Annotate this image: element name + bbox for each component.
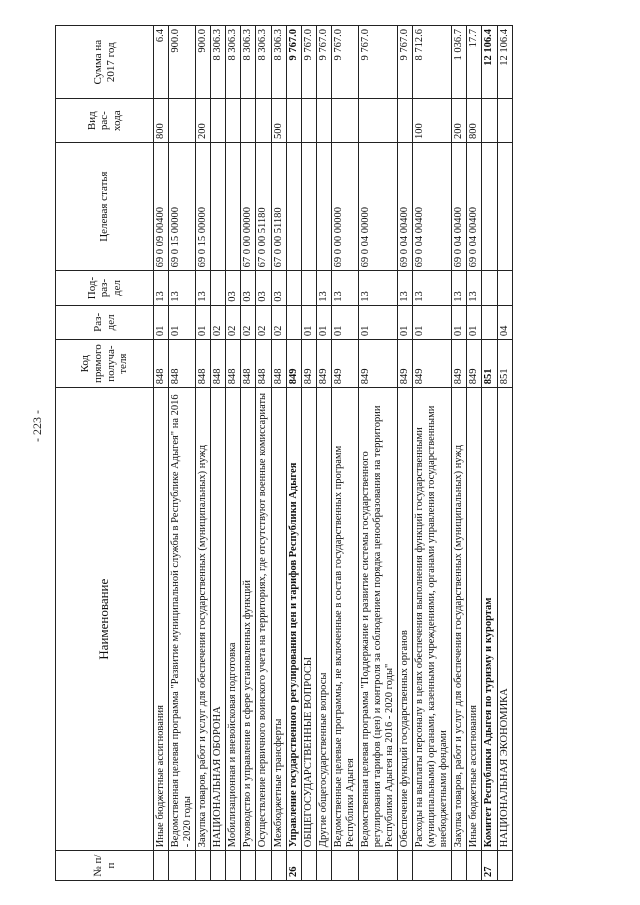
table-header	[56, 26, 154, 881]
cell-type: 200	[452, 99, 467, 143]
cell-name: Управление государственного регулирования цен и тарифов Республики Адыгея	[286, 388, 301, 851]
cell-num	[316, 851, 331, 881]
cell-subsection: 13	[331, 271, 358, 305]
cell-subsection: 13	[398, 271, 413, 305]
cell-subsection	[286, 271, 301, 305]
table-row	[211, 26, 226, 881]
cell-type	[226, 99, 241, 143]
budget-table	[55, 25, 513, 881]
cell-subsection: 03	[256, 271, 271, 305]
cell-target	[482, 142, 497, 270]
cell-sum: 9 767.0	[398, 26, 413, 99]
cell-num	[169, 851, 196, 881]
cell-target	[497, 142, 512, 270]
cell-name: Комитет Республики Адыгея по туризму и курортам	[482, 388, 497, 851]
cell-code: 848	[196, 340, 211, 388]
table-row	[256, 26, 271, 881]
cell-subsection: 03	[271, 271, 286, 305]
cell-num	[331, 851, 358, 881]
cell-subsection: 13	[358, 271, 397, 305]
cell-num	[196, 851, 211, 881]
cell-target: 69 0 09 00400	[154, 142, 169, 270]
cell-type	[482, 99, 497, 143]
cell-code: 848	[226, 340, 241, 388]
cell-section: 01	[301, 305, 316, 339]
cell-code: 849	[286, 340, 301, 388]
table-row	[316, 26, 331, 881]
cell-target: 67 0 00 51180	[271, 142, 286, 270]
cell-section: 02	[226, 305, 241, 339]
page-number: - 223 -	[30, 410, 44, 442]
cell-target: 69 0 04 00400	[413, 142, 452, 270]
table-row	[452, 26, 467, 881]
cell-target	[316, 142, 331, 270]
cell-sum: 8 306.3	[211, 26, 226, 99]
cell-code: 849	[301, 340, 316, 388]
table-row	[413, 26, 452, 881]
table-row	[301, 26, 316, 881]
cell-sum: 9 767.0	[286, 26, 301, 99]
table-row	[271, 26, 286, 881]
cell-target	[286, 142, 301, 270]
cell-name: Ведомственная целевая программа "Развитие муниципальной службы в Республике Адыгея" на 2016 - 2020 годы	[169, 388, 196, 851]
cell-name: Ведомственные целевые программы, не включенные в состав государственных программ Республики Адыгея	[331, 388, 358, 851]
header-target: Целевая статья	[56, 142, 154, 270]
cell-code: 849	[331, 340, 358, 388]
table-row	[467, 26, 482, 881]
cell-section: 01	[413, 305, 452, 339]
cell-num	[497, 851, 512, 881]
cell-code: 849	[316, 340, 331, 388]
cell-sum: 1 036.7	[452, 26, 467, 99]
cell-section: 04	[497, 305, 512, 339]
table-row	[358, 26, 397, 881]
cell-num	[452, 851, 467, 881]
cell-name: Ведомственная целевая программа "Поддержание и развитие системы государственного регулирования тарифов (цен) и контроля за соблюдением порядка ценообразования на территории Республики Адыгея на 2016 - 2020 годы"	[358, 388, 397, 851]
cell-num	[358, 851, 397, 881]
cell-type	[286, 99, 301, 143]
header-subsection: Под-раз-дел	[56, 271, 154, 305]
cell-target	[301, 142, 316, 270]
cell-subsection	[497, 271, 512, 305]
cell-subsection: 03	[226, 271, 241, 305]
header-code: Код прямого получа-теля	[56, 340, 154, 388]
cell-section: 02	[256, 305, 271, 339]
table-row	[482, 26, 497, 881]
cell-num: 26	[286, 851, 301, 881]
cell-sum: 900.0	[169, 26, 196, 99]
cell-code: 849	[358, 340, 397, 388]
cell-name: Мобилизационная и вневойсковая подготовка	[226, 388, 241, 851]
cell-sum: 8 306.3	[271, 26, 286, 99]
header-name: Наименование	[56, 388, 154, 851]
cell-sum: 9 767.0	[301, 26, 316, 99]
cell-subsection: 13	[413, 271, 452, 305]
cell-code: 849	[398, 340, 413, 388]
cell-code: 848	[169, 340, 196, 388]
cell-name: Закупка товаров, работ и услуг для обеспечения государственных (муниципальных) нужд	[452, 388, 467, 851]
cell-code: 848	[241, 340, 256, 388]
cell-sum: 8 306.3	[256, 26, 271, 99]
budget-table-rotated	[55, 25, 573, 881]
cell-section	[286, 305, 301, 339]
cell-target: 67 0 00 00000	[241, 142, 256, 270]
cell-sum: 12 106.4	[482, 26, 497, 99]
cell-section: 01	[196, 305, 211, 339]
cell-num	[467, 851, 482, 881]
cell-name: Обеспечение функций государственных органов	[398, 388, 413, 851]
cell-target: 69 0 15 00000	[169, 142, 196, 270]
cell-sum: 8 306.3	[241, 26, 256, 99]
cell-type	[241, 99, 256, 143]
cell-code: 851	[482, 340, 497, 388]
cell-name: Иные бюджетные ассигнования	[154, 388, 169, 851]
table-row	[241, 26, 256, 881]
cell-type	[301, 99, 316, 143]
cell-num	[226, 851, 241, 881]
cell-type	[211, 99, 226, 143]
table-row	[286, 26, 301, 881]
cell-target: 69 0 04 00400	[398, 142, 413, 270]
cell-subsection	[211, 271, 226, 305]
cell-type	[169, 99, 196, 143]
cell-type	[398, 99, 413, 143]
cell-num	[413, 851, 452, 881]
cell-target: 67 0 00 51180	[256, 142, 271, 270]
cell-name: НАЦИОНАЛЬНАЯ ЭКОНОМИКА	[497, 388, 512, 851]
cell-name: Закупка товаров, работ и услуг для обеспечения государственных (муниципальных) нужд	[196, 388, 211, 851]
cell-num: 27	[482, 851, 497, 881]
cell-section: 01	[452, 305, 467, 339]
header-section: Раз-дел	[56, 305, 154, 339]
table-row	[169, 26, 196, 881]
cell-type	[358, 99, 397, 143]
cell-sum: 12 106.4	[497, 26, 512, 99]
table-row	[154, 26, 169, 881]
cell-type	[316, 99, 331, 143]
cell-name: Другие общегосударственные вопросы	[316, 388, 331, 851]
cell-section: 02	[241, 305, 256, 339]
cell-name: Межбюджетные трансферты	[271, 388, 286, 851]
cell-type	[256, 99, 271, 143]
cell-target	[226, 142, 241, 270]
cell-target: 69 0 15 00000	[196, 142, 211, 270]
cell-num	[256, 851, 271, 881]
cell-num	[241, 851, 256, 881]
cell-type	[497, 99, 512, 143]
cell-subsection: 13	[154, 271, 169, 305]
cell-name: Осуществление первичного воинского учета на территориях, где отсутствуют военные комиссариаты	[256, 388, 271, 851]
cell-sum: 9 767.0	[358, 26, 397, 99]
cell-subsection: 13	[467, 271, 482, 305]
cell-code: 849	[452, 340, 467, 388]
cell-section: 02	[271, 305, 286, 339]
cell-type: 800	[154, 99, 169, 143]
table-row	[226, 26, 241, 881]
table-row	[196, 26, 211, 881]
table-row	[398, 26, 413, 881]
cell-type: 500	[271, 99, 286, 143]
cell-subsection: 13	[316, 271, 331, 305]
cell-num	[271, 851, 286, 881]
cell-section: 01	[358, 305, 397, 339]
cell-name: Расходы на выплаты персоналу в целях обеспечения выполнения функций государственными (муниципальными) органами, казенными учреждениями, органами управления государственными внебюджетными фондами	[413, 388, 452, 851]
header-type: Вид рас-хода	[56, 99, 154, 143]
header-num: № п/п	[56, 851, 154, 881]
cell-section: 01	[331, 305, 358, 339]
cell-type: 200	[196, 99, 211, 143]
cell-subsection: 13	[169, 271, 196, 305]
cell-target: 69 0 04 00400	[452, 142, 467, 270]
cell-section: 01	[398, 305, 413, 339]
cell-code: 848	[271, 340, 286, 388]
cell-section	[482, 305, 497, 339]
cell-sum: 8 306.3	[226, 26, 241, 99]
cell-subsection	[301, 271, 316, 305]
cell-section: 01	[154, 305, 169, 339]
table-row	[331, 26, 358, 881]
cell-sum: 9 767.0	[316, 26, 331, 99]
table-body	[154, 26, 513, 881]
cell-sum: 8 712.6	[413, 26, 452, 99]
cell-type	[331, 99, 358, 143]
cell-name: Иные бюджетные ассигнования	[467, 388, 482, 851]
cell-name: ОБЩЕГОСУДАРСТВЕННЫЕ ВОПРОСЫ	[301, 388, 316, 851]
cell-code: 848	[211, 340, 226, 388]
cell-section: 01	[169, 305, 196, 339]
cell-code: 848	[154, 340, 169, 388]
cell-sum: 6.4	[154, 26, 169, 99]
cell-name: НАЦИОНАЛЬНАЯ ОБОРОНА	[211, 388, 226, 851]
cell-target: 69 0 00 00000	[331, 142, 358, 270]
cell-code: 848	[256, 340, 271, 388]
cell-type: 800	[467, 99, 482, 143]
cell-target	[211, 142, 226, 270]
cell-section: 01	[316, 305, 331, 339]
cell-type: 100	[413, 99, 452, 143]
cell-code: 849	[413, 340, 452, 388]
header-sum: Сумма на 2017 год	[56, 26, 154, 99]
cell-section: 02	[211, 305, 226, 339]
cell-num	[301, 851, 316, 881]
cell-num	[211, 851, 226, 881]
table-row	[497, 26, 512, 881]
cell-target: 69 0 04 00400	[467, 142, 482, 270]
cell-section: 01	[467, 305, 482, 339]
cell-num	[398, 851, 413, 881]
cell-target: 69 0 04 00000	[358, 142, 397, 270]
cell-subsection: 13	[196, 271, 211, 305]
cell-code: 851	[497, 340, 512, 388]
cell-subsection	[482, 271, 497, 305]
cell-code: 849	[467, 340, 482, 388]
cell-num	[154, 851, 169, 881]
cell-sum: 9 767.0	[331, 26, 358, 99]
cell-subsection: 13	[452, 271, 467, 305]
cell-subsection: 03	[241, 271, 256, 305]
cell-name: Руководство и управление в сфере установленных функций	[241, 388, 256, 851]
cell-sum: 17.7	[467, 26, 482, 99]
cell-sum: 900.0	[196, 26, 211, 99]
